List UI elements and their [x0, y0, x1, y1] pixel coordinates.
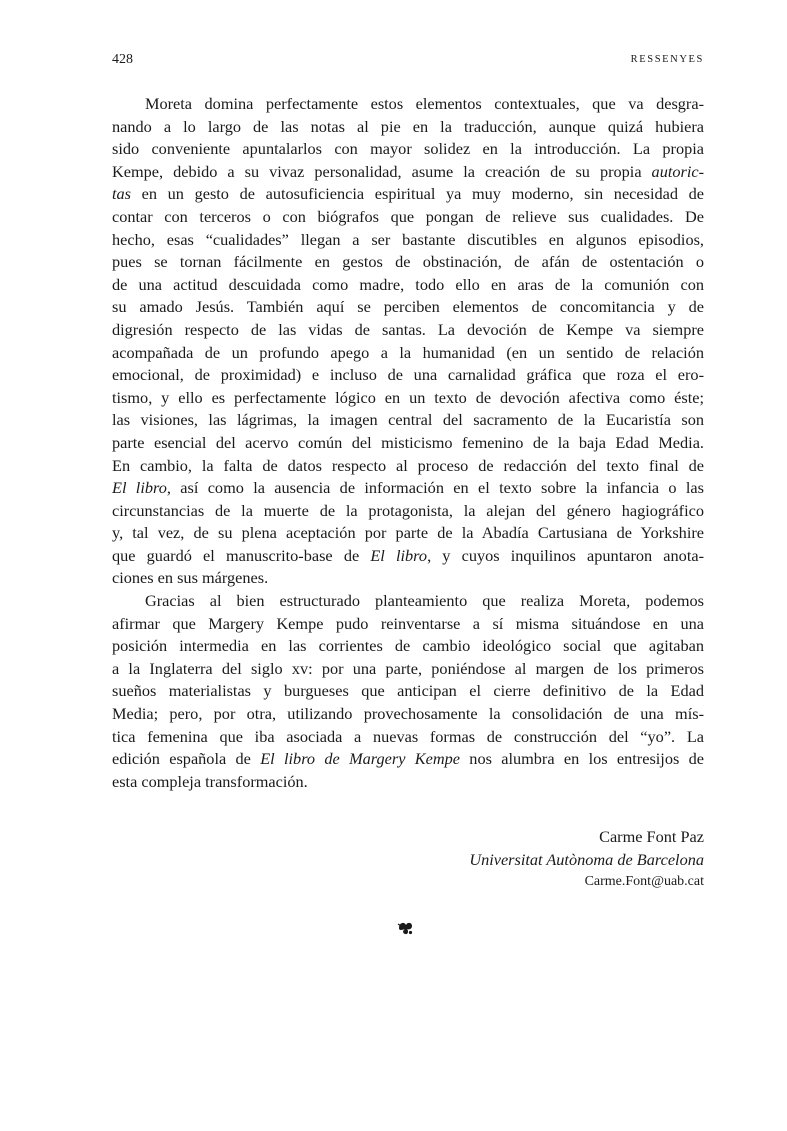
text-line: emocional, de proximidad) e incluso de una carnalidad gráfica que roza el ero- — [112, 365, 704, 385]
author-affiliation: Universitat Autònoma de Barcelona — [469, 850, 704, 869]
text-line: y, tal vez, de su plena aceptación por parte de la Abadía Cartusiana de Yorkshire — [112, 523, 704, 543]
author-name: Carme Font Paz — [599, 827, 704, 846]
text-line: contar con terceros o con biógrafos que pongan de relieve sus cualidades. De — [112, 206, 704, 226]
text-line: hecho, esas “cualidades” llegan a ser bastante discutibles en algunos episodios, — [112, 229, 704, 249]
text-line: tica femenina que iba asociada a nuevas formas de construcción del “yo”. La — [112, 726, 704, 746]
text-line: que guardó el manuscrito-base de El libro, y cuyos inquilinos apuntaron anota- — [112, 545, 704, 565]
text-line: su amado Jesús. También aquí se perciben elementos de concomitancia y de — [112, 297, 704, 317]
review-body — [112, 93, 704, 793]
text-line: acompañada de un profundo apego a la humanidad (en un sentido de relación — [112, 342, 704, 362]
page-header — [112, 52, 704, 72]
fleuron-icon — [396, 918, 416, 938]
text-line: ciones en sus márgenes. — [112, 568, 269, 588]
paragraph-1 — [112, 93, 704, 590]
text-line: Moreta domina perfectamente estos elementos contextuales, que va desgra- — [145, 94, 704, 113]
text-line: tas en un gesto de autosuficiencia espiritual ya muy moderno, sin necesidad de — [112, 184, 704, 204]
text-line: las visiones, las lágrimas, la imagen central del sacramento de la Eucaristía son — [112, 410, 704, 430]
text-line: edición española de El libro de Margery Kempe nos alumbra en los entresijos de — [112, 749, 704, 769]
text-line: afirmar que Margery Kempe pudo reinventarse a sí misma situándose en una — [112, 613, 704, 633]
text-line: Gracias al bien estructurado planteamiento que realiza Moreta, podemos — [145, 591, 704, 611]
text-line: posición intermedia en las corrientes de cambio ideológico social que agitaban — [112, 636, 704, 656]
text-line: circunstancias de la muerte de la protagonista, la alejan del género hagiográfico — [112, 500, 704, 520]
review-signature — [469, 825, 704, 892]
text-line: a la Inglaterra del siglo xv: por una parte, poniéndose al margen de los primeros — [112, 658, 704, 678]
text-line: nando a lo largo de las notas al pie en la traducción, aunque quizá hubiera — [112, 116, 704, 136]
text-line: parte esencial del acervo común del misticismo femenino de la baja Edad Media. — [112, 432, 704, 452]
text-line: sido conveniente apuntalarlos con mayor solidez en la introducción. La propia — [112, 139, 704, 159]
page-number: 428 — [112, 52, 133, 67]
text-line: pues se tornan fácilmente en gestos de obstinación, de afán de ostentación o — [112, 252, 704, 272]
text-line: Media; pero, por otra, utilizando provechosamente la consolidación de una mís- — [112, 704, 704, 724]
paragraph-2 — [112, 590, 704, 793]
text-line: digresión respecto de las vidas de santas. La devoción de Kempe va siempre — [112, 319, 704, 339]
text-line: Kempe, debido a su vivaz personalidad, asume la creación de su propia autoric- — [112, 161, 704, 181]
author-email: Carme.Font@uab.cat — [584, 874, 704, 889]
text-line: esta compleja transformación. — [112, 771, 308, 791]
text-line: El libro, así como la ausencia de información en el texto sobre la infancia o las — [112, 478, 704, 498]
running-head: RESSENYES — [630, 54, 704, 65]
text-line: de una actitud descuidada como madre, todo ello en aras de la comunión con — [112, 274, 704, 294]
text-line: sueños materialistas y burgueses que anticipan el cierre definitivo de la Edad — [112, 681, 704, 701]
text-line: tismo, y ello es perfectamente lógico en un texto de devoción afectiva como éste; — [112, 387, 704, 407]
text-line: En cambio, la falta de datos respecto al proceso de redacción del texto final de — [112, 455, 704, 475]
